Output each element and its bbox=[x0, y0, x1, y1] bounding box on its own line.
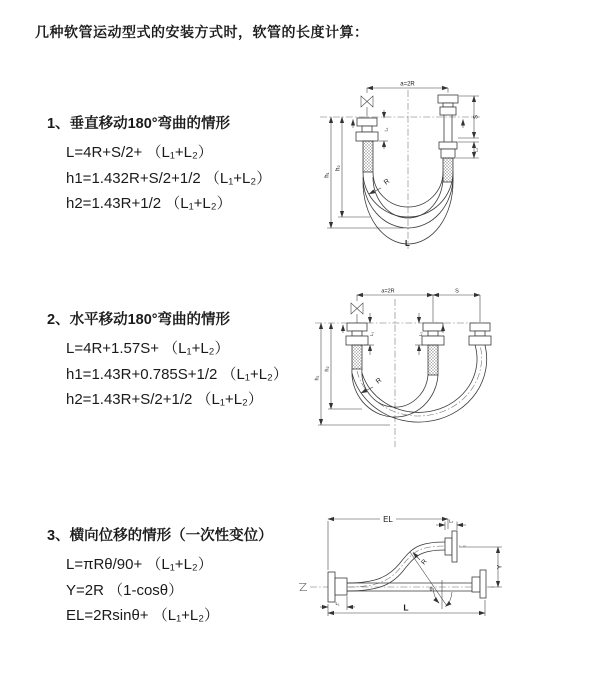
dim-l1 bbox=[379, 110, 389, 149]
dim-el-label: EL bbox=[383, 515, 393, 524]
formula-line: h2=1.43R+1/2 （L₁+L₂） bbox=[66, 195, 232, 212]
dim-h1-label: h₁ bbox=[314, 375, 321, 381]
dim-l2-label: L₂ bbox=[448, 518, 454, 524]
left-flange bbox=[328, 572, 347, 602]
left-pipe-fitting bbox=[356, 118, 378, 172]
dim-h1-label: h₁ bbox=[324, 172, 331, 178]
braided-hose bbox=[428, 345, 438, 375]
angle-theta-label: θ bbox=[429, 587, 433, 593]
page-title: 几种软管运动型式的安装方式时，软管的长度计算： bbox=[35, 24, 369, 40]
braided-hose bbox=[443, 158, 453, 182]
right-pipe-fitting bbox=[469, 323, 491, 345]
dim-l2 bbox=[456, 142, 479, 158]
formula-block bbox=[66, 140, 271, 217]
section-heading: 2、水平移动180°弯曲的情形 bbox=[47, 312, 231, 328]
dim-s-label: S bbox=[455, 288, 459, 295]
dim-s bbox=[433, 289, 480, 296]
right-pipe-fitting bbox=[438, 95, 458, 182]
formula-line: L=4R+1.57S+ （L₁+L₂） bbox=[66, 340, 230, 357]
valve-icon bbox=[361, 96, 373, 118]
formula-line: L=πRθ/90+ （L₁+L₂） bbox=[66, 556, 213, 573]
braided-hose bbox=[352, 345, 362, 369]
formula-line: h1=1.432R+S/2+1/2 （L₁+L₂） bbox=[66, 169, 272, 187]
left-pipe-fitting bbox=[346, 323, 368, 369]
formula-block bbox=[66, 336, 288, 413]
radius-label: R bbox=[382, 177, 392, 187]
middle-pipe-fitting bbox=[422, 323, 444, 375]
formula-line: h1=1.43R+0.785S+1/2 （L₁+L₂） bbox=[66, 365, 288, 383]
section-heading: 1、垂直移动180°弯曲的情形 bbox=[47, 116, 231, 132]
valve-icon bbox=[351, 303, 363, 323]
formula-line: Y=2R （1-cosθ） bbox=[66, 581, 184, 599]
dim-radius bbox=[369, 178, 391, 194]
dim-a2r bbox=[357, 289, 480, 323]
dim-l1 bbox=[364, 313, 374, 355]
diagram-horizontal-180-bend bbox=[310, 283, 600, 463]
dim-a2r-label: a=2R bbox=[381, 288, 395, 295]
dim-l1-label: L₁ bbox=[369, 331, 374, 337]
formula-line: EL=2Rsinθ+ （L₁+L₂） bbox=[66, 607, 220, 624]
right-flange bbox=[472, 570, 486, 598]
hose-u-bends bbox=[352, 345, 487, 422]
braided-hose bbox=[363, 141, 373, 172]
dim-l2-label: L₂ bbox=[473, 147, 479, 153]
section-heading: 3、横向位移的情形（一次性变位） bbox=[47, 528, 273, 544]
dim-a2r bbox=[367, 82, 448, 94]
dim-l bbox=[328, 600, 485, 616]
radius-label: R bbox=[374, 376, 384, 386]
dim-length-label: L bbox=[405, 239, 410, 248]
break-symbol bbox=[299, 584, 307, 591]
section-vertical-movement bbox=[47, 112, 271, 217]
dim-l1-label: L₁ bbox=[335, 601, 340, 606]
dim-l2-label: L₂ bbox=[418, 331, 423, 337]
dim-s-label: S bbox=[473, 114, 480, 120]
formula-block bbox=[66, 552, 273, 629]
dim-el bbox=[328, 515, 448, 570]
dim-h2-label: h₂ bbox=[324, 366, 331, 372]
dim-l1-label: L₁ bbox=[383, 127, 389, 132]
s-curve-hose bbox=[347, 542, 445, 591]
dim-l2 bbox=[436, 519, 466, 531]
dim-y-label: Y bbox=[496, 564, 504, 570]
section-lateral-displacement bbox=[47, 524, 273, 629]
dim-l-label: L bbox=[403, 602, 409, 613]
angle-theta bbox=[410, 552, 452, 609]
upper-flange bbox=[445, 531, 457, 562]
diagram-vertical-180-bend bbox=[312, 76, 597, 256]
formula-line: h2=1.43R+S/2+1/2 （L₁+L₂） bbox=[66, 391, 263, 408]
dim-l2 bbox=[415, 313, 423, 355]
dim-a2r-label: a=2R bbox=[400, 81, 415, 88]
dim-l1 bbox=[320, 596, 355, 610]
dim-h2-label: h₂ bbox=[335, 165, 342, 171]
diagram-lateral-displacement bbox=[296, 496, 600, 651]
formula-line: L=4R+S/2+ （L₁+L₂） bbox=[66, 144, 213, 161]
section-horizontal-movement bbox=[47, 308, 288, 413]
radius-label: R bbox=[420, 558, 429, 567]
